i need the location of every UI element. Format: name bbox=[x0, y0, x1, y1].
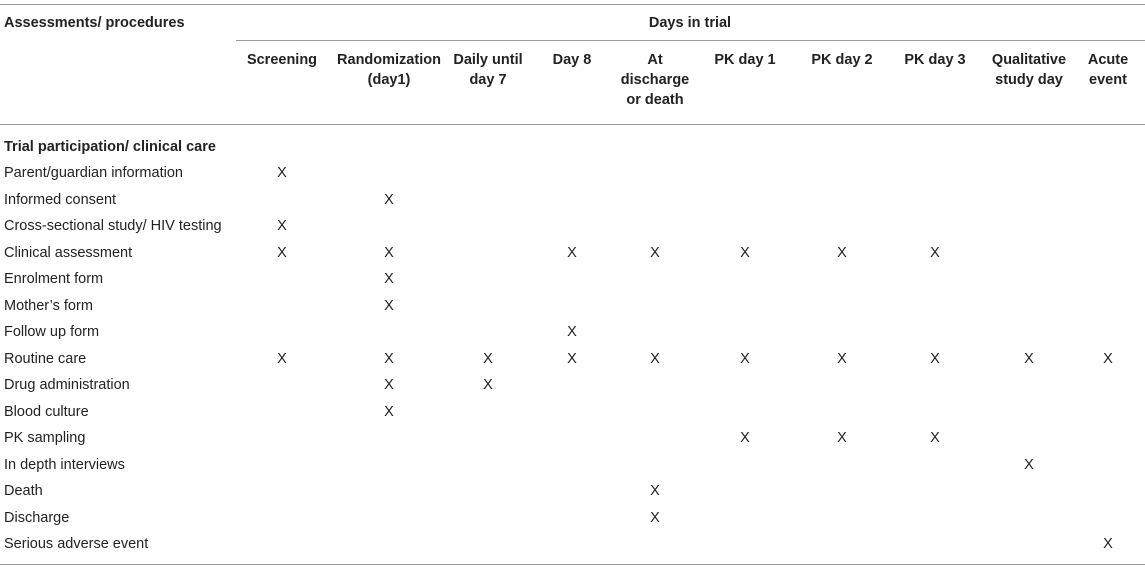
row-label: Cross-sectional study/ HIV testing bbox=[4, 218, 222, 234]
x-mark: X bbox=[384, 350, 394, 367]
row-label: Enrolment form bbox=[4, 271, 104, 287]
group-header-rule bbox=[236, 40, 1145, 41]
column-header: PK day 1 bbox=[714, 52, 776, 68]
column-header: Qualitative study day bbox=[991, 52, 1067, 88]
x-mark: X bbox=[277, 244, 287, 261]
column-header: PK day 2 bbox=[811, 52, 873, 68]
x-mark: X bbox=[930, 430, 940, 446]
row-label: In depth interviews bbox=[4, 456, 125, 473]
x-mark: X bbox=[650, 509, 660, 526]
table-bottom-rule bbox=[0, 564, 1145, 565]
x-mark: X bbox=[837, 350, 847, 367]
x-mark: X bbox=[384, 244, 394, 261]
x-mark: X bbox=[277, 165, 287, 181]
table-top-rule bbox=[0, 4, 1145, 5]
x-mark: X bbox=[384, 377, 394, 393]
column-header: Day 8 bbox=[552, 52, 592, 68]
x-mark: X bbox=[650, 350, 660, 367]
x-mark: X bbox=[277, 350, 287, 367]
x-mark: X bbox=[567, 324, 577, 340]
x-mark: X bbox=[384, 403, 394, 420]
column-header: Screening bbox=[246, 52, 318, 68]
row-label: Parent/guardian information bbox=[4, 165, 183, 181]
x-mark: X bbox=[1103, 350, 1113, 367]
x-mark: X bbox=[740, 430, 750, 446]
x-mark: X bbox=[930, 244, 940, 261]
group-header: Days in trial bbox=[648, 15, 732, 31]
x-mark: X bbox=[740, 244, 750, 261]
column-header: Randomization (day1) bbox=[337, 52, 441, 88]
header-bottom-rule bbox=[0, 124, 1145, 125]
x-mark: X bbox=[384, 297, 394, 314]
x-mark: X bbox=[567, 350, 577, 367]
x-mark: X bbox=[483, 377, 493, 393]
row-label: Informed consent bbox=[4, 191, 117, 208]
column-header: Daily until day 7 bbox=[453, 52, 523, 88]
x-mark: X bbox=[1024, 456, 1034, 473]
row-label: Drug administration bbox=[4, 377, 130, 393]
x-mark: X bbox=[740, 350, 750, 367]
x-mark: X bbox=[650, 244, 660, 261]
column-header: Acute event bbox=[1087, 52, 1129, 88]
x-mark: X bbox=[384, 191, 394, 208]
row-label: Mother’s form bbox=[4, 297, 93, 314]
row-label: Clinical assessment bbox=[4, 244, 133, 261]
corner-header: Assessments/ procedures bbox=[4, 15, 185, 31]
x-mark: X bbox=[930, 350, 940, 367]
row-label: Blood culture bbox=[4, 403, 89, 420]
x-mark: X bbox=[837, 244, 847, 261]
row-label: Discharge bbox=[4, 509, 70, 526]
x-mark: X bbox=[567, 244, 577, 261]
row-label: Serious adverse event bbox=[4, 536, 149, 552]
row-label: Routine care bbox=[4, 350, 87, 367]
row-label: Follow up form bbox=[4, 324, 100, 340]
column-header: At discharge or death bbox=[620, 52, 690, 108]
x-mark: X bbox=[1103, 536, 1113, 552]
section-title: Trial participation/ clinical care bbox=[4, 139, 216, 155]
row-label: PK sampling bbox=[4, 430, 86, 446]
row-label: Death bbox=[4, 483, 43, 499]
x-mark: X bbox=[483, 350, 493, 367]
x-mark: X bbox=[650, 483, 660, 499]
column-header: PK day 3 bbox=[904, 52, 966, 68]
x-mark: X bbox=[1024, 350, 1034, 367]
x-mark: X bbox=[277, 218, 287, 234]
x-mark: X bbox=[837, 430, 847, 446]
x-mark: X bbox=[384, 271, 394, 287]
